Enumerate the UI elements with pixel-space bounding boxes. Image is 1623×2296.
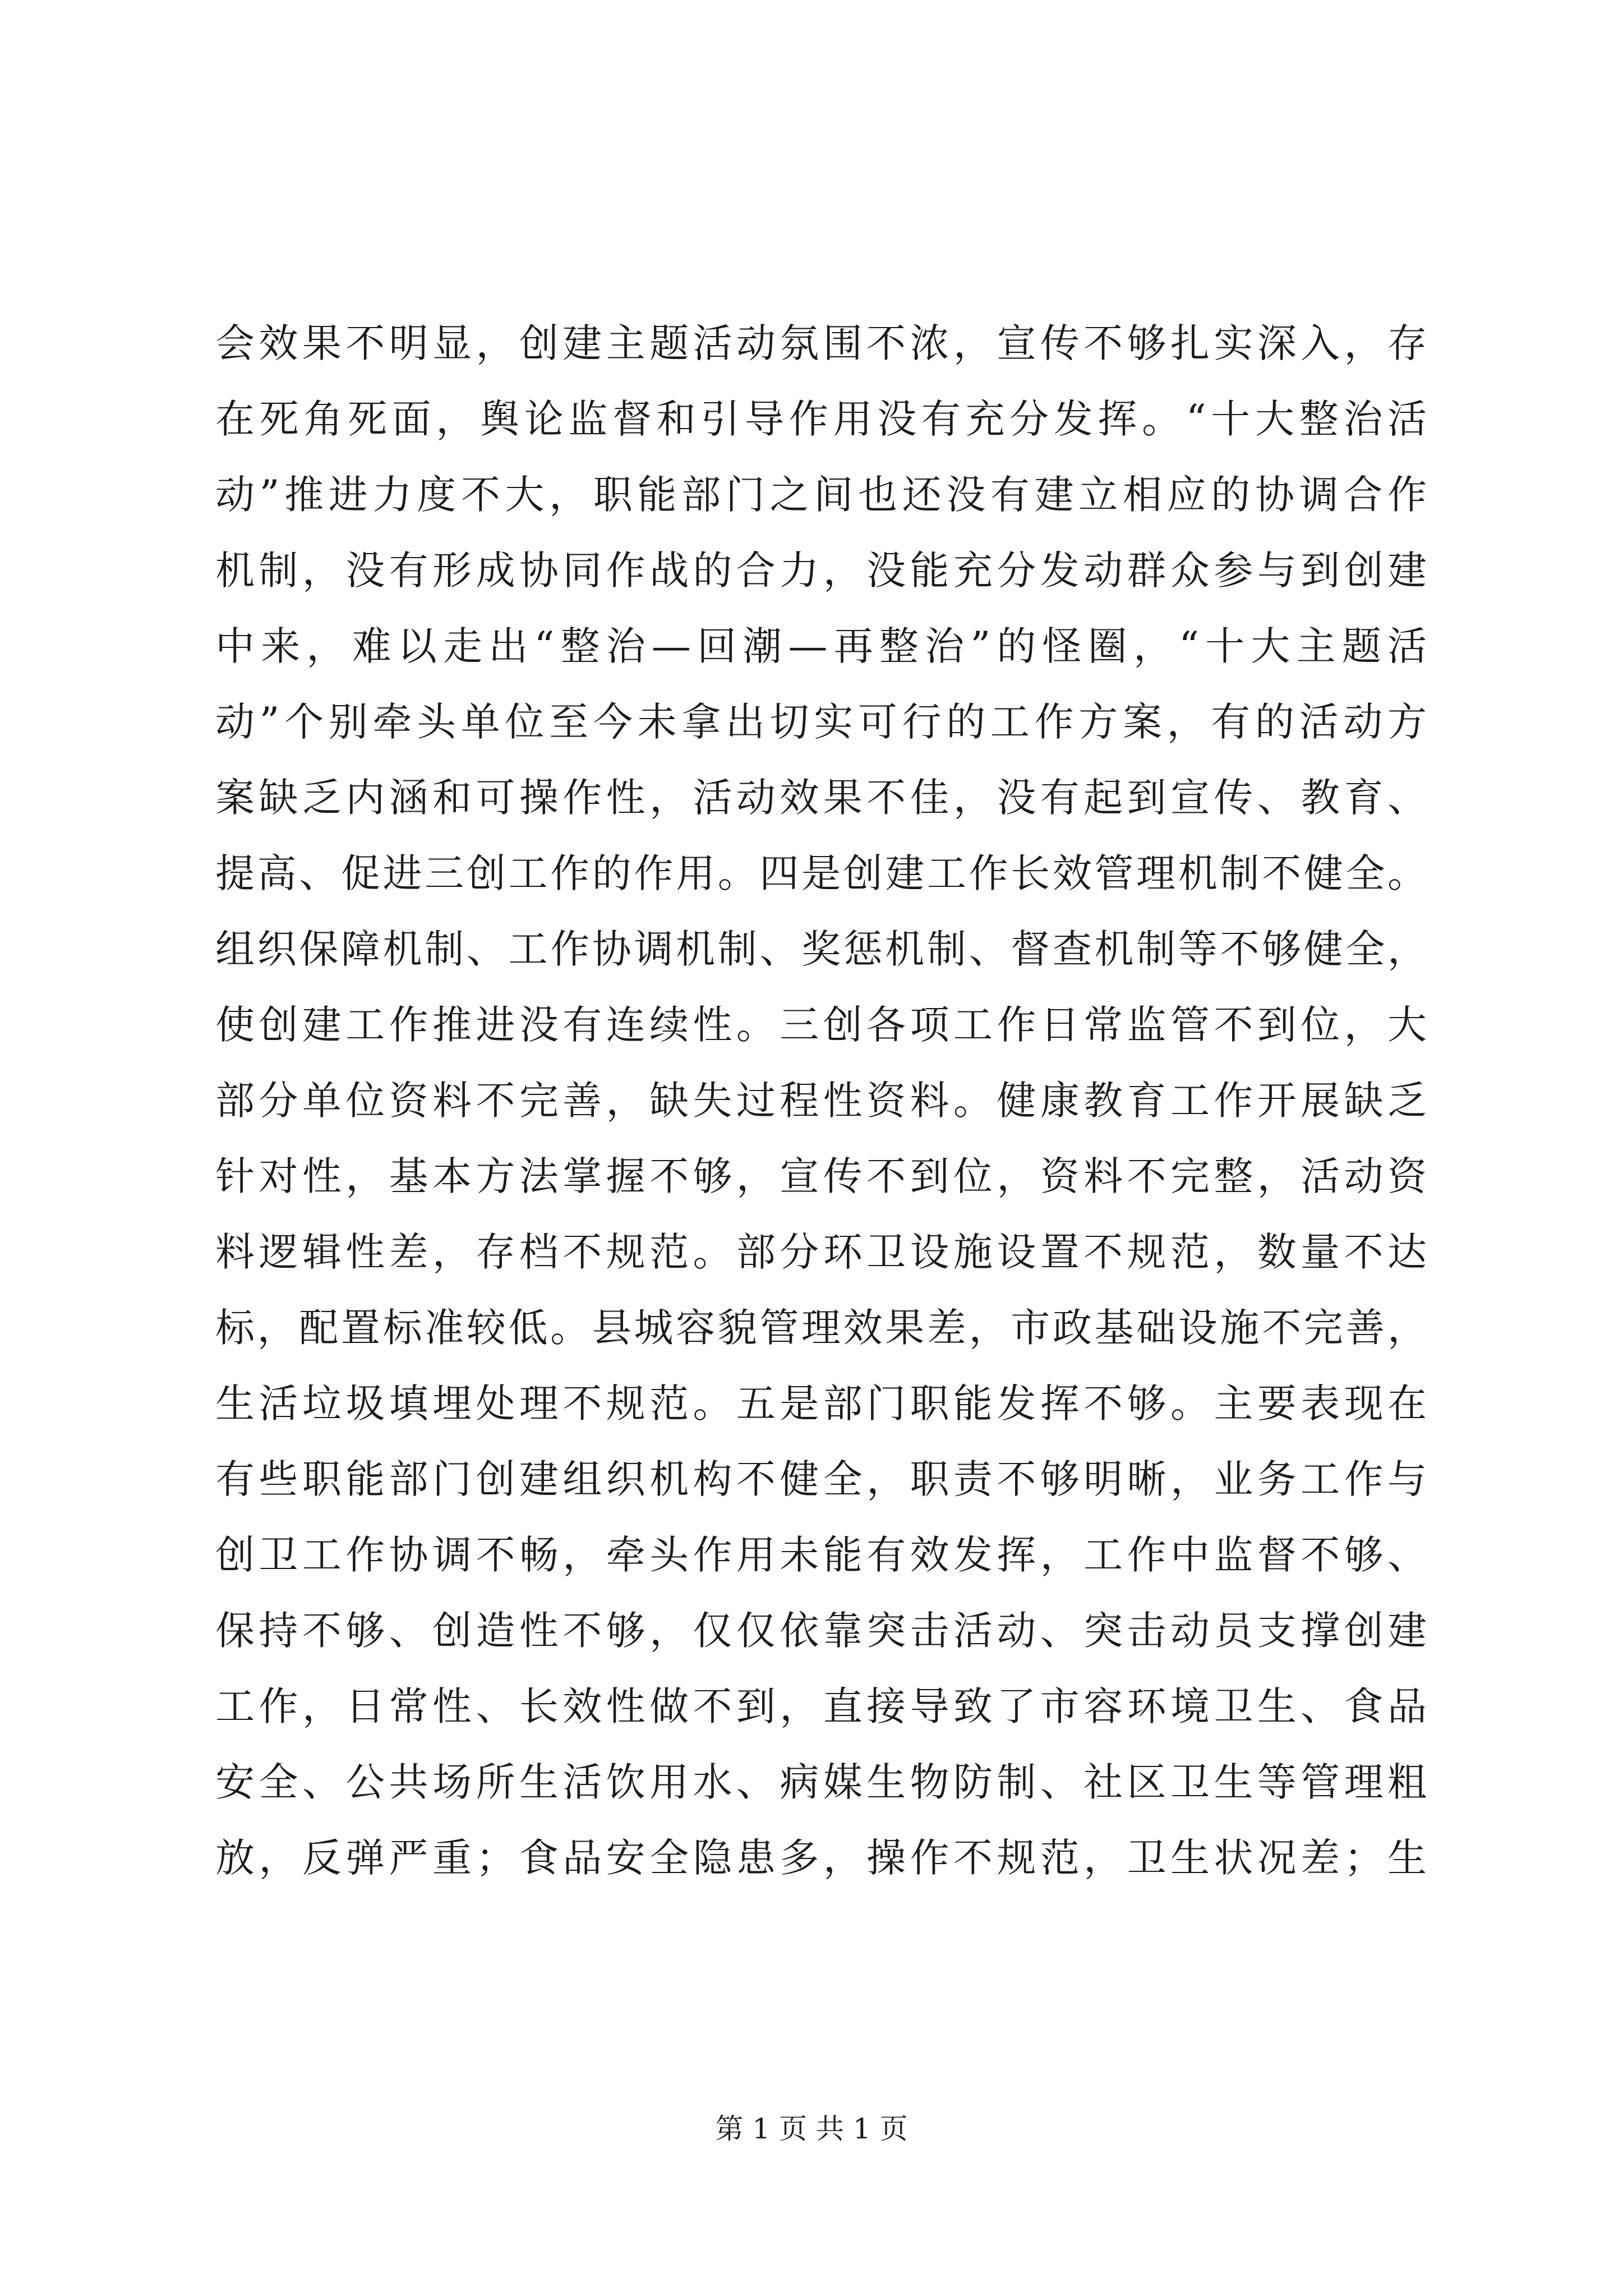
- page-footer: 第 1 页 共 1 页: [715, 2113, 908, 2145]
- text-line: 动”个别牵头单位至今未拿出切实可行的工作方案，有的活动方: [215, 699, 1427, 745]
- text-line: 生活垃圾填埋处理不规范。五是部门职能发挥不够。主要表现在: [215, 1381, 1427, 1427]
- text-line: 针对性，基本方法掌握不够，宣传不到位，资料不完整，活动资: [215, 1153, 1427, 1199]
- text-line: 有些职能部门创建组织机构不健全，职责不够明晰，业务工作与: [215, 1456, 1427, 1502]
- text-line: 机制，没有形成协同作战的合力，没能充分发动群众参与到创建: [215, 547, 1427, 593]
- text-line: 动”推进力度不大，职能部门之间也还没有建立相应的协调合作: [215, 472, 1427, 518]
- text-line: 会效果不明显，创建主题活动氛围不浓，宣传不够扎实深入，存: [215, 320, 1427, 366]
- text-line: 放，反弹严重；食品安全隐患多，操作不规范，卫生状况差；生: [215, 1835, 1427, 1881]
- text-line: 案缺乏内涵和可操作性，活动效果不佳，没有起到宣传、教育、: [215, 775, 1427, 821]
- text-line: 标，配置标准较低。县城容貌管理效果差，市政基础设施不完善，: [215, 1305, 1427, 1351]
- body-text: [215, 306, 1427, 1896]
- text-line: 提高、促进三创工作的作用。四是创建工作长效管理机制不健全。: [215, 850, 1427, 896]
- text-line: 安全、公共场所生活饮用水、病媒生物防制、社区卫生等管理粗: [215, 1759, 1427, 1805]
- text-line: 工作，日常性、长效性做不到，直接导致了市容环境卫生、食品: [215, 1683, 1427, 1729]
- text-line: 料逻辑性差，存档不规范。部分环卫设施设置不规范，数量不达: [215, 1229, 1427, 1275]
- text-line: 创卫工作协调不畅，牵头作用未能有效发挥，工作中监督不够、: [215, 1532, 1427, 1578]
- text-line: 部分单位资料不完善，缺失过程性资料。健康教育工作开展缺乏: [215, 1078, 1427, 1124]
- text-line: 使创建工作推进没有连续性。三创各项工作日常监管不到位，大: [215, 1002, 1427, 1048]
- text-line: 中来，难以走出“整治—回潮—再整治”的怪圈，“十大主题活: [215, 623, 1427, 669]
- text-line: 保持不够、创造性不够，仅仅依靠突击活动、突击动员支撑创建: [215, 1608, 1427, 1654]
- text-line: 组织保障机制、工作协调机制、奖惩机制、督查机制等不够健全，: [215, 926, 1427, 972]
- text-line: 在死角死面，舆论监督和引导作用没有充分发挥。“十大整治活: [215, 396, 1427, 442]
